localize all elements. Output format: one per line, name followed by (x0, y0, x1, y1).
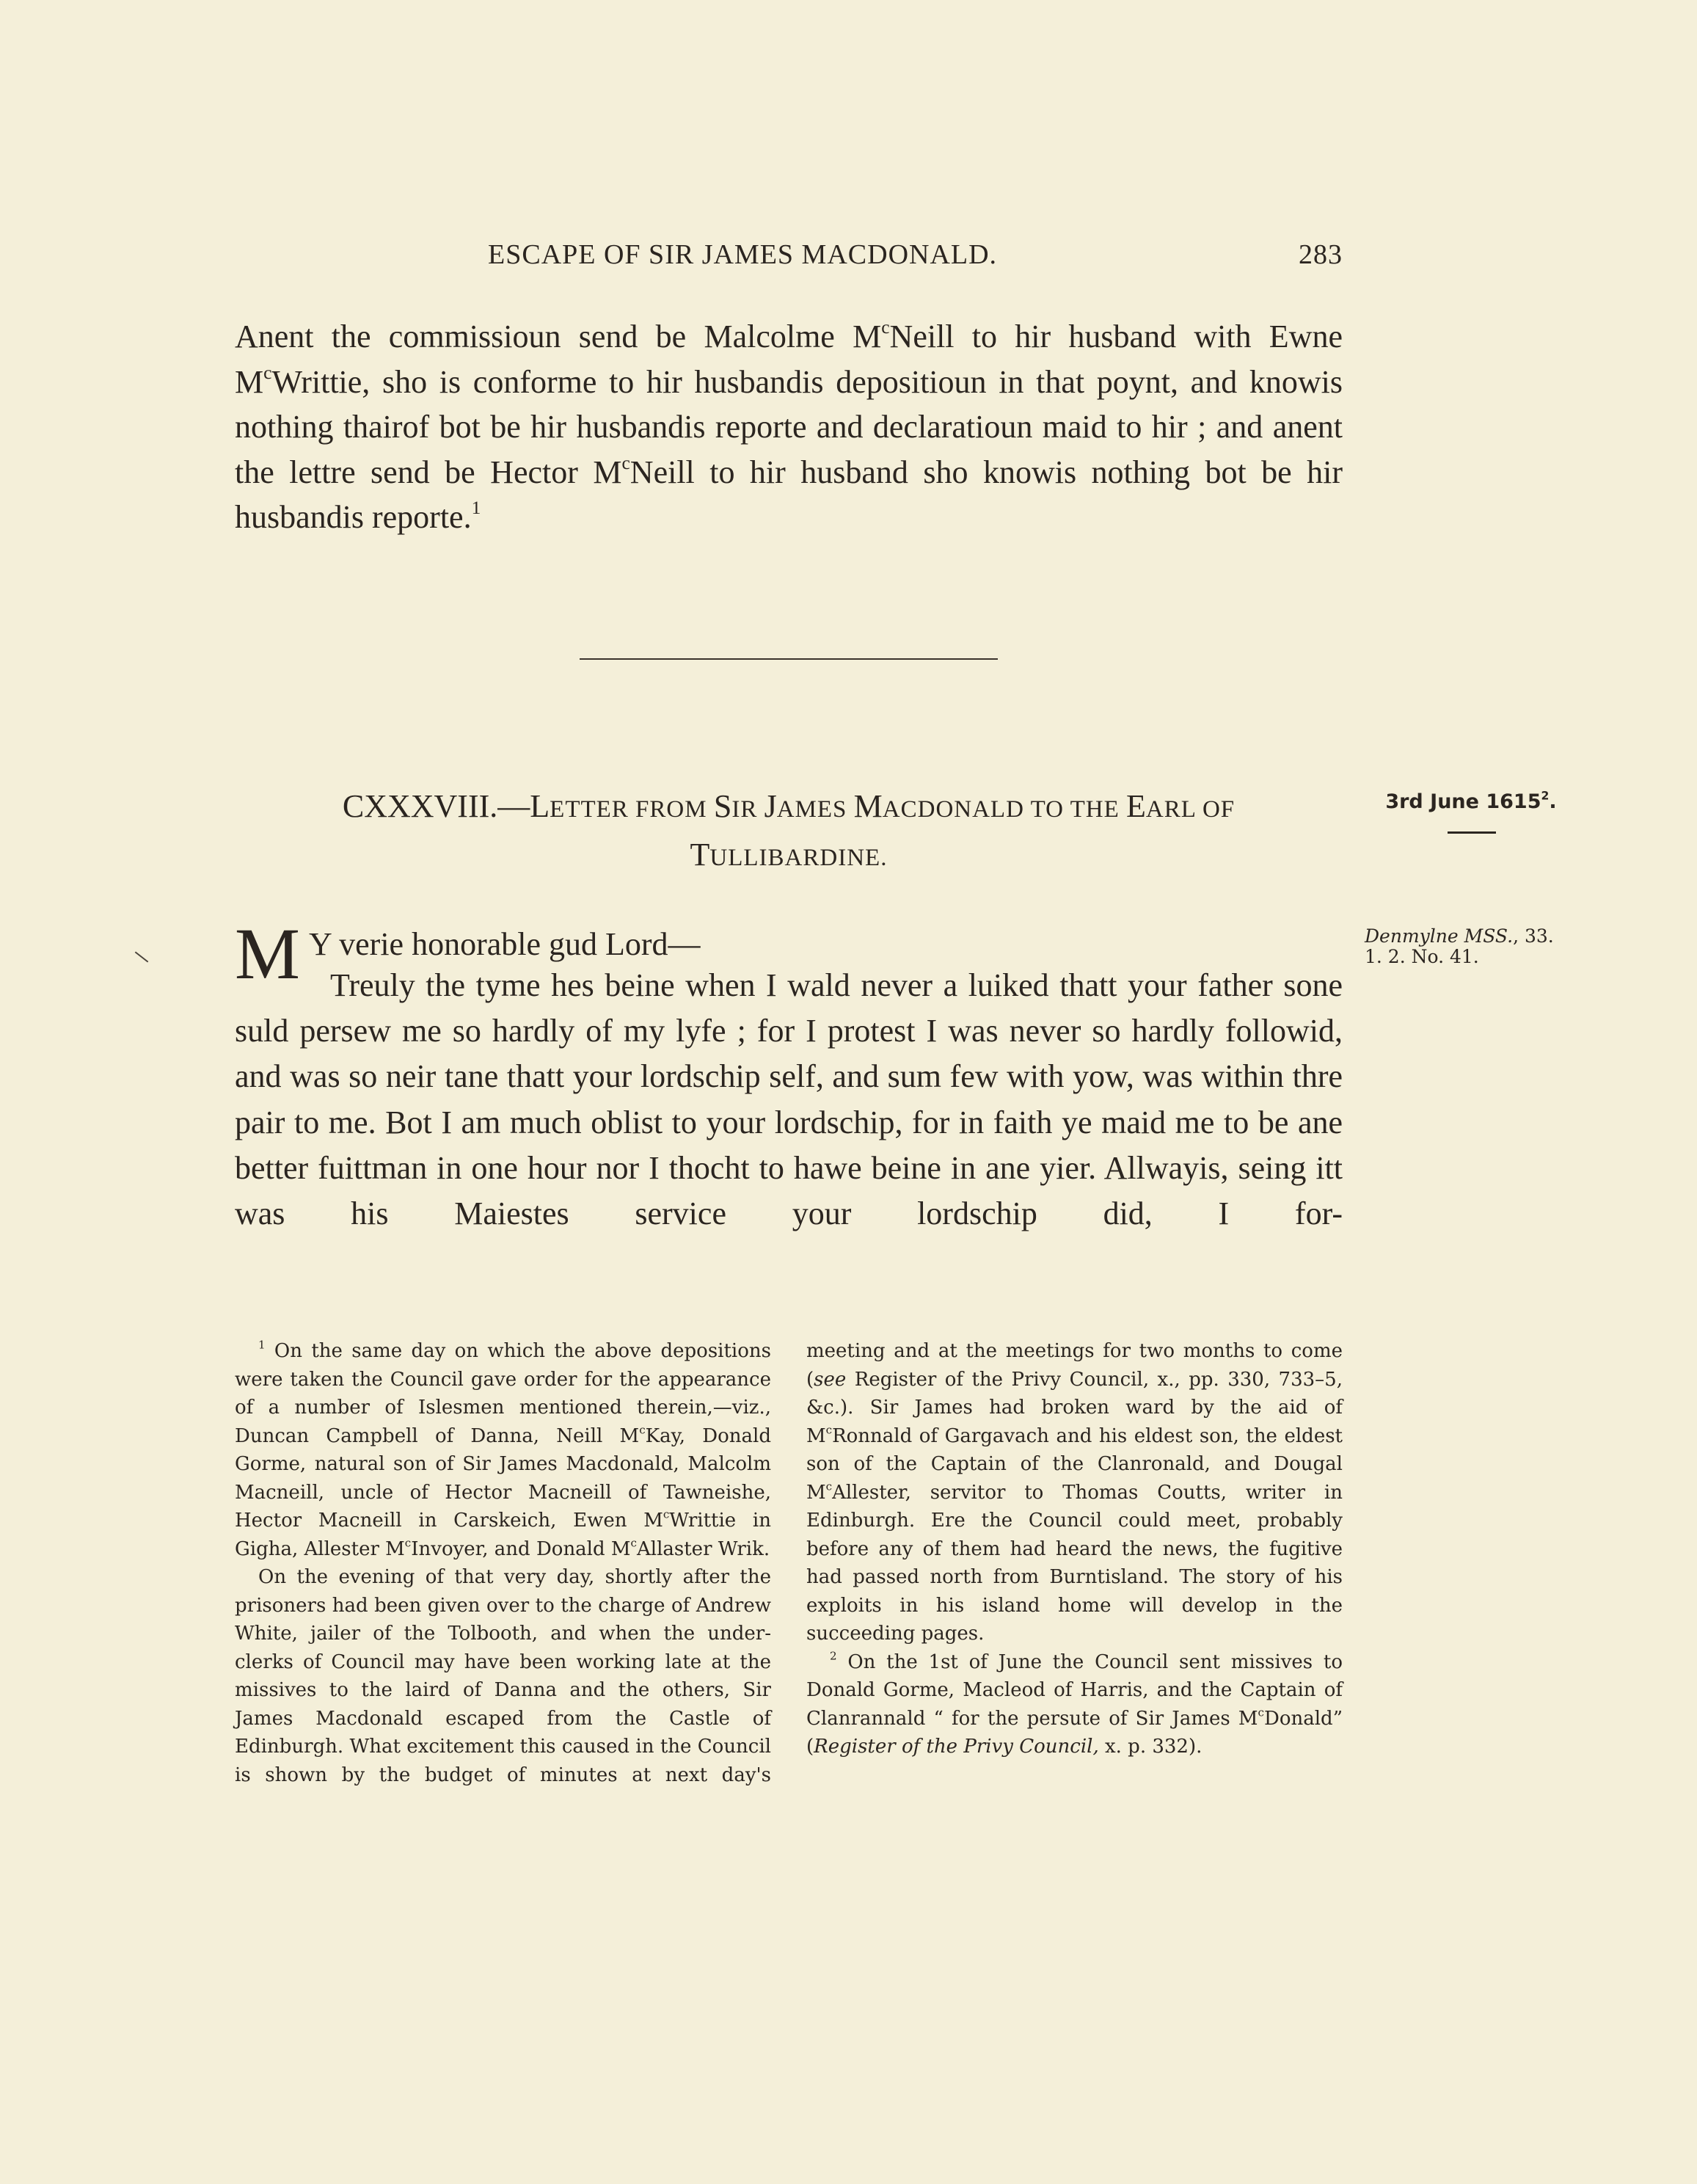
footnote-1: $^1$ On the same day on which the above depositions were taken the Council gave order for the appearance of a number of Islesmen mentioned therein,—viz., Duncan Campbell of Danna, Neill $M^cKay$, Donald Gorme, natural son of Sir James Macdonald, Malcolm Macneill, uncle of Hector Macneill of Tawneishe, Hector Macneill in Carskeich, Ewen $M^cWrittie$ in Gigha, Allester $M^cInvoyer$, and Donald $M^cAllaster$ Wrik. (235, 1338, 771, 1560)
section-divider (580, 658, 998, 660)
footnote-ref-1: 1 (471, 497, 481, 519)
footnote-2: $^2$ On the 1st of June the Council sent missives to Donald Gorme, Macleod of Harris, and the Captain of Clanrannald “ for the persute of Sir James $M^cDonald$” (Register of the Privy Council, x. p. 332). (806, 1649, 1343, 1758)
letter-salutation: Y verie honorable gud Lord— (309, 926, 701, 962)
marginal-date: 3rd June 1615$^2$. (1385, 788, 1557, 813)
letter-body: Treuly the tyme hes beine when I wald never a luiked thatt your father sone suld persew me so hardly of my lyfe ; for I protest I was never so hardly followid, and was so neir tane thatt your lordschip self, and sum few with yow, was within thre pair to me. Bot I am much oblist to your lordschip, for in faith ye maid me to be ane better fuittman in one hour nor I thocht to hawe beine in ane yier. Allwayis, seing itt was his Maiestes service your lordschip did, I for- (235, 967, 1343, 1232)
deposition-paragraph: Anent the commissioun send be Malcolme $M^cNeill$ to hir husband with Ewne $M^cWrittie$, sho is conforme to hir husbandis depositioun in that poynt, and knowis nothing thairof bot be hir husbandis reporte and declaratioun maid to hir ; and anent the lettre send be Hector $M^cNeill$ to hir husband sho knowis nothing bot be hir husbandis reporte.$^1$ (235, 316, 1343, 536)
margin-mark (135, 951, 149, 962)
page-number: 283 (1299, 239, 1343, 270)
footnote-ref-2: 2 (1541, 788, 1550, 803)
drop-cap: M (235, 913, 300, 994)
footnote-1-continued: On the evening of that very day, shortly after the prisoners had been given over to the charge of Andrew White, jailer of the Tolbooth, and when the under-clerks of Council may have been working late at the missives to the laird of Danna and the others, Sir James Macdonald escaped from the Castle of Edinburgh. What excitement this caused in the Council is shown by the budget of minutes at next day's meeting and at the meetings for two months to come (see Register of the Privy Council, x., pp. 330, 733–5, &c.). Sir James had broken ward by the aid of $M^cRonnald$ of Gargavach and his eldest son, the eldest son of the Captain of the Clanronald, and Dougal $M^cAllester$, servitor to Thomas Coutts, writer in Edinburgh. Ere the Council could meet, probably before any of them had heard the news, the fugitive had passed north from Burntisland. The story of his exploits in his island home will develop in the succeeding pages. (235, 1340, 1343, 1786)
footnotes (235, 1337, 1343, 1821)
marginal-date-rule (1448, 831, 1496, 834)
letter-heading: CXXXVIII.—LETTER FROM SIR JAMES MACDONALD TO THE EARL OF TULLIBARDINE. (342, 788, 1236, 873)
running-title: ESCAPE OF SIR JAMES MACDONALD. (488, 239, 998, 270)
marginal-source: Denmylne MSS., 33. 1. 2. No. 41. (1365, 925, 1554, 967)
